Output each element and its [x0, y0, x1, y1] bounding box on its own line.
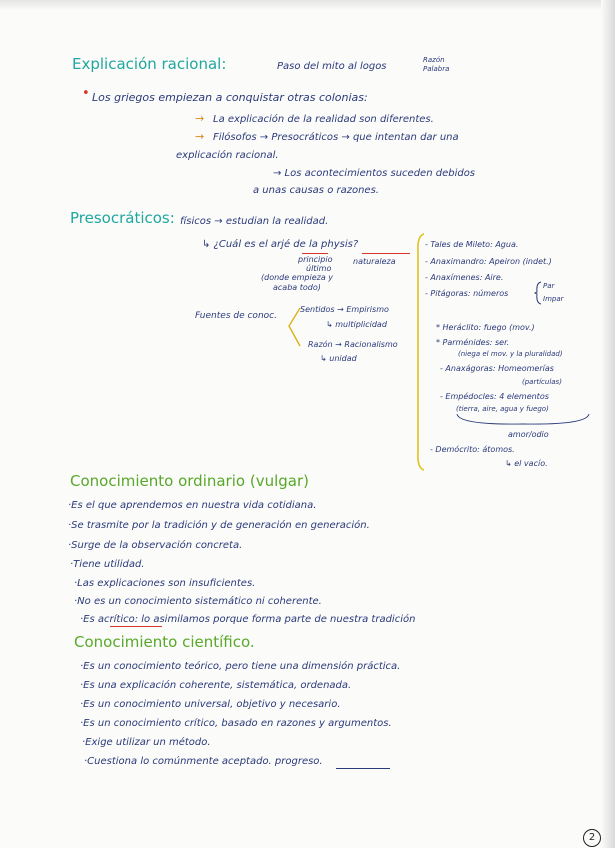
causas-text: a unas causas o razones. — [253, 185, 379, 196]
bullet-red: • — [82, 86, 90, 101]
anaximandro-item: - Anaximandro: Apeiron (indet.) — [425, 257, 552, 266]
underline-physis — [362, 253, 410, 254]
filosofos-text: Filósofos → Presocráticos → que intentan dar una — [213, 132, 459, 143]
cientifico-item-5: ·Exige utilizar un método. — [82, 737, 211, 748]
par-note: Par — [543, 282, 555, 290]
principio-note: principio — [298, 255, 333, 264]
ordinario-item-2: ·Se trasmite por la tradición y de generación en generación. — [68, 520, 370, 531]
ordinario-item-4: ·Tiene utilidad. — [70, 559, 145, 570]
parmenides-item: * Parménides: ser. — [436, 338, 510, 347]
ordinario-item-3: ·Surge de la observación concreta. — [68, 540, 243, 551]
elementos-note: (tierra, aire, agua y fuego) — [456, 405, 549, 413]
vacio-note: ↳ el vacío. — [505, 459, 548, 468]
heading-conocimiento-ordinario: Conocimiento ordinario (vulgar) — [70, 472, 309, 490]
fisicos-text: físicos → estudian la realidad. — [180, 216, 329, 227]
anaxagoras-item: - Anaxágoras: Homeomerías — [440, 364, 554, 373]
amor-odio-note: amor/odio — [508, 430, 549, 439]
ordinario-item-7: ·Es acrítico: lo asimilamos porque forma parte de nuestra tradición — [80, 614, 416, 625]
paso-mito-logos: Paso del mito al logos — [277, 61, 387, 72]
acontecimientos-text: → Los acontecimientos suceden debidos — [273, 168, 476, 179]
pregunta-arje: ↳ ¿Cuál es el arjé de la physis? — [202, 239, 359, 250]
underline-acritico — [110, 626, 162, 627]
razon-note: Razón — [423, 56, 445, 64]
donde-empieza-note: (donde empieza y — [261, 273, 334, 282]
cientifico-item-2: ·Es una explicación coherente, sistemática, ordenada. — [80, 680, 352, 691]
page-shadow-right — [601, 0, 615, 848]
heraclito-item: * Heráclito: fuego (mov.) — [436, 323, 535, 332]
pitagoras-item: - Pitágoras: números — [425, 289, 509, 298]
philosophers-bracket — [414, 232, 426, 472]
ordinario-item-5: ·Las explicaciones son insuficientes. — [74, 578, 256, 589]
par-impar-brace — [534, 281, 542, 305]
empedocles-item: - Empédocles: 4 elementos — [440, 392, 549, 401]
arrow-orange-2: → — [195, 130, 205, 143]
heading-explicacion-racional: Explicación racional: — [72, 55, 227, 73]
heading-presocraticos: Presocráticos: — [70, 209, 175, 227]
razon-racionalismo-text: Razón → Racionalismo — [308, 340, 398, 349]
multiplicidad-text: ↳ multiplicidad — [326, 320, 387, 329]
democrito-item: - Demócrito: átomos. — [430, 445, 515, 454]
particulas-note: (partículas) — [522, 378, 562, 386]
cientifico-item-3: ·Es un conocimiento universal, objetivo y necesario. — [80, 699, 341, 710]
underline-arje — [302, 253, 328, 254]
naturaleza-note: naturaleza — [353, 257, 396, 266]
niega-note: (niega el mov. y la pluralidad) — [458, 350, 563, 358]
unidad-text: ↳ unidad — [320, 354, 357, 363]
page-shadow-top — [0, 0, 615, 10]
ultimo-note: último — [306, 264, 332, 273]
ordinario-item-6: ·No es un conocimiento sistemático ni coherente. — [74, 596, 322, 607]
arrow-orange-1: → — [195, 112, 205, 125]
ordinario-item-1: ·Es el que aprendemos en nuestra vida cotidiana. — [68, 500, 317, 511]
underline-progreso — [336, 768, 390, 769]
explicacion-racional-cont: explicación racional. — [176, 150, 279, 161]
acaba-todo-note: acaba todo) — [273, 283, 321, 292]
impar-note: Impar — [543, 295, 564, 303]
tales-item: - Tales de Mileto: Agua. — [425, 240, 519, 249]
sentidos-text: Sentidos → Empirismo — [300, 305, 389, 314]
page-number: 2 — [583, 829, 601, 847]
elementos-underline-brace — [455, 412, 591, 428]
fuentes-conoc: Fuentes de conoc. — [195, 311, 277, 321]
palabra-note: Palabra — [423, 65, 450, 73]
cientifico-item-4: ·Es un conocimiento crítico, basado en razones y argumentos. — [80, 718, 392, 729]
cientifico-item-1: ·Es un conocimiento teórico, pero tiene una dimensión práctica. — [80, 661, 401, 672]
anaximenes-item: - Anaxímenes: Aire. — [425, 273, 504, 282]
cientifico-item-6: ·Cuestiona lo comúnmente aceptado. progreso. — [84, 756, 323, 767]
griegos-text: Los griegos empiezan a conquistar otras colonias: — [92, 91, 368, 104]
explicacion-realidad-text: La explicación de la realidad son diferentes. — [213, 114, 434, 125]
heading-conocimiento-cientifico: Conocimiento científico. — [74, 633, 255, 651]
